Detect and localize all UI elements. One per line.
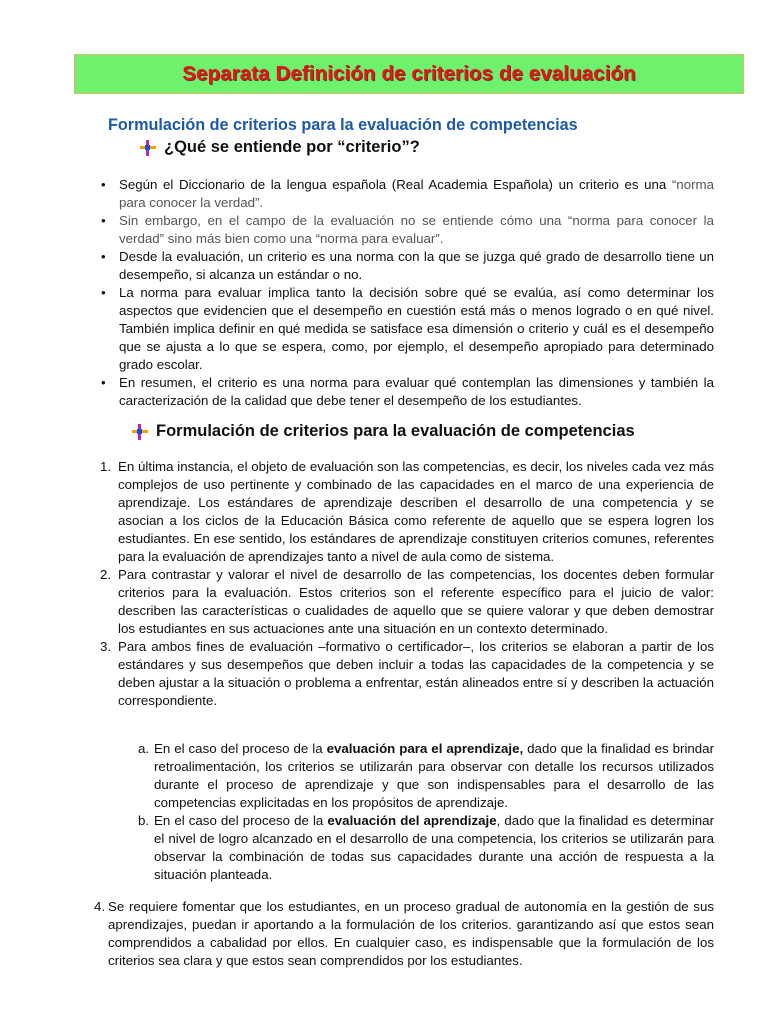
item-text: Para ambos fines de evaluación –formativo o certificador–, los criterios se elaboran a partir de los estándares y sus desempeños que deben incluir a todas las capacidades de la competencia y se deben ajustar a la situación o problema a enfrentar, están alineados entre sí y describen la actuación correspondiente. <box>118 639 714 708</box>
section-heading-text: ¿Qué se entiende por “criterio”? <box>164 138 420 156</box>
item-number: 1. <box>100 459 112 474</box>
bullet-text: Según el Diccionario de la lengua española (Real Academia Española) un criterio es una <box>119 177 672 192</box>
item-bold-text: evaluación del aprendizaje <box>327 813 497 828</box>
item-text: Para contrastar y valorar el nivel de desarrollo de las competencias, los docentes deben formular criterios para la evaluación. Estos criterios son el referente específico para el juicio de valor: describen las características o cualidades de aquello que se quiere valorar y que deben demostrar los estudiantes en sus actuaciones ante una situación en un contexto determinado. <box>118 567 714 636</box>
bullet-text: En resumen, el criterio es una norma para evaluar qué contemplan las dimensiones y también la caracterización de la calidad que debe tener el desempeño de los estudiantes. <box>119 375 714 408</box>
lettered-item <box>138 740 714 812</box>
lettered-sublist <box>138 740 714 884</box>
item-text: En última instancia, el objeto de evaluación son las competencias, es decir, los niveles cada vez más complejos de uso pertinente y combinado de las capacidades en el marco de una experiencia de aprendizaje. Los estándares de aprendizaje describen el desarrollo de una competencia y se asocian a los ciclos de la Educación Básica como referente de aquello que se espera logren los estudiantes. En ese sentido, los estándares de aprendizaje constituyen criterios comunes, referentes para la evaluación de aprendizajes tanto a nivel de aula como de sistema. <box>118 459 714 564</box>
bullet-item <box>100 284 714 374</box>
item-bold-text: evaluación para el aprendizaje, <box>326 741 524 756</box>
bullet-quote-text: “norma para conocer la verdad”. <box>119 177 714 210</box>
item-text: dado que la finalidad es brindar retroalimentación, los criterios se utilizarán para observar con detalle los recursos utilizados durante el proceso de aprendizaje y que son indispensables para el desarrollo de las competencias explicitadas en los propósitos de aprendizaje. <box>154 741 715 810</box>
numbered-item <box>100 458 714 566</box>
item-text: , dado que la finalidad es determinar el nivel de logro alcanzado en el desarrollo de una competencia, los criterios se utilizarán para observar la combinación de todas sus capacidades durante una acción de respuesta a la situación planteada. <box>154 813 715 882</box>
bullet-item <box>100 374 714 410</box>
bullet-item <box>100 248 714 284</box>
document-title: Separata Definición de criterios de evaluación <box>182 62 636 85</box>
section-heading-formulacion <box>132 422 635 441</box>
numbered-list <box>100 458 714 710</box>
cross-bullet-icon <box>140 140 156 156</box>
bullet-item <box>100 212 714 248</box>
item-number: 2. <box>100 567 112 582</box>
item-number: 4. <box>94 899 106 914</box>
title-banner <box>74 54 744 94</box>
item-letter: b. <box>138 813 150 828</box>
lettered-item <box>138 812 714 884</box>
numbered-item <box>100 638 714 710</box>
section-heading-criterio <box>140 138 420 157</box>
item-text: Se requiere fomentar que los estudiantes, en un proceso gradual de autonomía en la gestión de sus aprendizajes, puedan ir aportando a la formulación de los criterios. garantizando así que estos sean comprendidos a cabalidad por ellos. En cualquier caso, es indispensable que la formulación de los criterios sea clara y que estos sean comprendidos por los estudiantes. <box>108 899 714 968</box>
bullet-text: La norma para evaluar implica tanto la decisión sobre qué se evalúa, así como determinar los aspectos que evidencien que el desempeño en cuestión está más o menos logrado o en qué nivel. También implica definir en qué medida se satisface esa dimensión o criterio y cuál es el desempeño que se ajusta a lo que se espera, como, por ejemplo, el desempeño apropiado para determinado grado escolar. <box>119 285 714 372</box>
section-heading-text: Formulación de criterios para la evaluación de competencias <box>156 422 635 440</box>
cross-bullet-icon <box>132 424 148 440</box>
item-text: En el caso del proceso de la <box>154 741 327 756</box>
definition-bullet-list <box>100 176 714 410</box>
numbered-item <box>100 566 714 638</box>
bullet-item <box>100 176 714 212</box>
item-text: En el caso del proceso de la <box>154 813 328 828</box>
numbered-item-4 <box>94 898 714 970</box>
bullet-text: Desde la evaluación, un criterio es una norma con la que se juzga qué grado de desarrollo tiene un desempeño, si alcanza un estándar o no. <box>119 249 714 282</box>
document-subtitle: Formulación de criterios para la evaluación de competencias <box>108 116 578 134</box>
item-letter: a. <box>138 741 150 756</box>
item-number: 3. <box>100 639 112 654</box>
bullet-text: Sin embargo, en el campo de la evaluación no se entiende cómo una “norma para conocer la verdad” sino más bien como una “norma para evaluar”. <box>119 213 714 246</box>
